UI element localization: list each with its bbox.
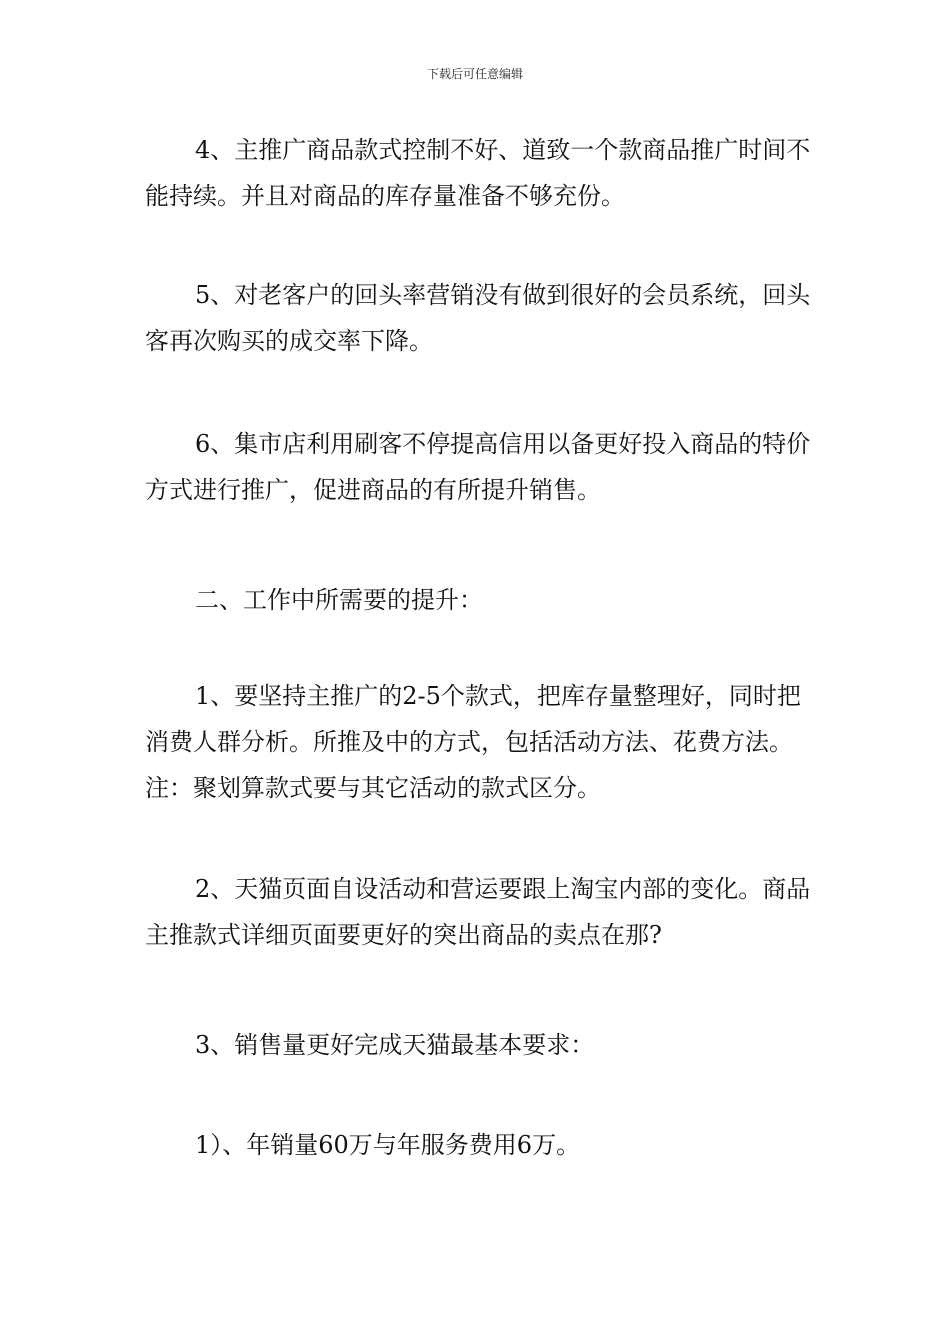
paragraph-improvement-1: 1、要坚持主推广的2-5个款式，把库存量整理好，同时把消费人群分析。所推及中的方式，包括活动方法、花费方法。注：聚划算款式要与其它活动的款式区分。 (145, 682, 801, 802)
section-heading: 二、工作中所需要的提升： (195, 586, 483, 614)
paragraph-item-5: 5、对老客户的回头率营销没有做到很好的会员系统，回头客再次购买的成交率下降。 (145, 281, 811, 355)
paragraph-subitem-1: 1）、年销量60万与年服务费用6万。 (195, 1131, 581, 1159)
paragraph-improvement-2: 2、天猫页面自设活动和营运要跟上淘宝内部的变化。商品主推款式详细页面要更好的突出商品的卖点在那? (145, 875, 811, 949)
page-header: 下载后可任意编辑 (426, 67, 523, 81)
paragraph-item-4: 4、主推广商品款式控制不好、道致一个款商品推广时间不能持续。并且对商品的库存量准备不够充份。 (145, 136, 811, 210)
paragraph-improvement-3: 3、销售量更好完成天猫最基本要求： (195, 1031, 595, 1059)
paragraph-item-6: 6、集市店利用刷客不停提高信用以备更好投入商品的特价方式进行推广，促进商品的有所提升销售。 (145, 430, 811, 504)
